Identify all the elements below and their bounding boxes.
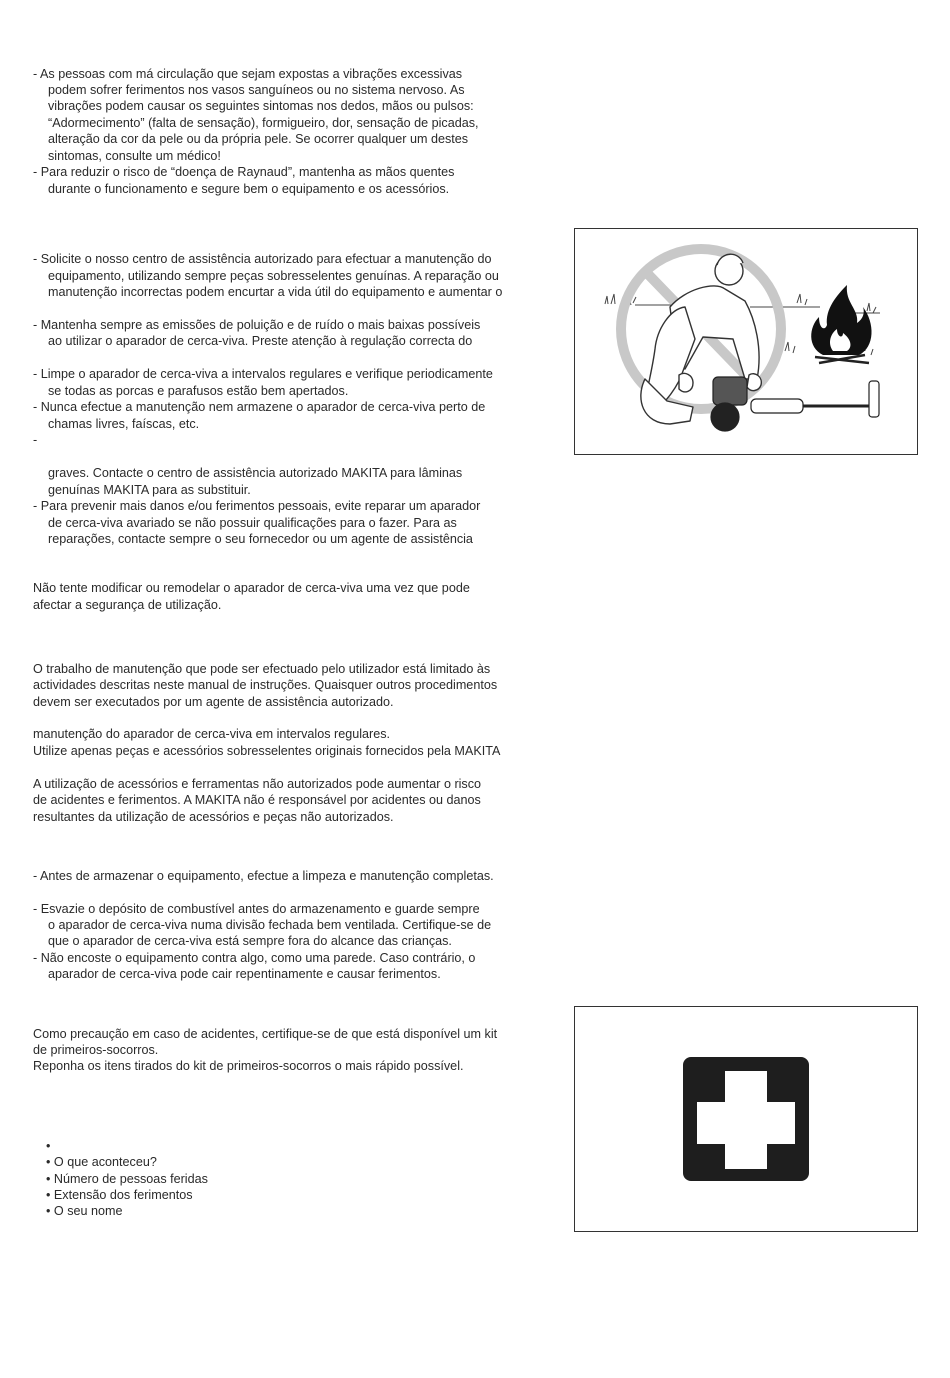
text-line: ao utilizar o aparador de cerca-viva. Preste atenção à regulação correcta do [48, 334, 473, 348]
list-item: • Número de pessoas feridas [46, 1172, 208, 1186]
text-line: durante o funcionamento e segure bem o equipamento e os acessórios. [48, 182, 450, 196]
text-line: - Antes de armazenar o equipamento, efectue a limpeza e manutenção completas. [33, 869, 494, 883]
text-line: que o aparador de cerca-viva está sempre fora do alcance das crianças. [48, 934, 452, 948]
first-aid-cross-icon [575, 1007, 917, 1231]
text-line: devem ser executados por um agente de assistência autorizado. [33, 695, 394, 709]
text-line: podem sofrer ferimentos nos vasos sanguíneos ou no sistema nervoso. As [48, 83, 465, 97]
list-item: • [46, 1139, 51, 1153]
text-line: chamas livres, faíscas, etc. [48, 417, 200, 431]
first-aid-frame [574, 1006, 918, 1232]
text-line: manutenção do aparador de cerca-viva em intervalos regulares. [33, 727, 391, 741]
text-line: se todas as porcas e parafusos estão bem apertados. [48, 384, 349, 398]
text-line: Como precaução em caso de acidentes, certifique-se de que está disponível um kit [33, 1027, 498, 1041]
text-line: equipamento, utilizando sempre peças sobresselentes genuínas. A reparação ou [48, 269, 499, 283]
text-line: Não tente modificar ou remodelar o aparador de cerca-viva uma vez que pode [33, 581, 470, 595]
text-line: graves. Contacte o centro de assistência autorizado MAKITA para lâminas [48, 466, 463, 480]
text-line: - Limpe o aparador de cerca-viva a intervalos regulares e verifique periodicamente [33, 367, 493, 381]
list-item: • O que aconteceu? [46, 1155, 157, 1169]
text-line: de acidentes e ferimentos. A MAKITA não é responsável por acidentes ou danos [33, 793, 481, 807]
text-line: - Nunca efectue a manutenção nem armazene o aparador de cerca-viva perto de [33, 400, 486, 414]
text-line: O trabalho de manutenção que pode ser efectuado pelo utilizador está limitado às [33, 662, 491, 676]
text-line: o aparador de cerca-viva numa divisão fechada bem ventilada. Certifique-se de [48, 918, 492, 932]
text-line: Reponha os itens tirados do kit de primeiros-socorros o mais rápido possível. [33, 1059, 464, 1073]
text-line: aparador de cerca-viva pode cair repentinamente e causar ferimentos. [48, 967, 441, 981]
text-line: actividades descritas neste manual de instruções. Quaisquer outros procedimentos [33, 678, 498, 692]
text-line: genuínas MAKITA para as substituir. [48, 483, 251, 497]
text-line: reparações, contacte sempre o seu fornecedor ou um agente de assistência [48, 532, 473, 546]
text-line: - As pessoas com má circulação que sejam expostas a vibrações excessivas [33, 67, 463, 81]
text-line: - Solicite o nosso centro de assistência autorizado para efectuar a manutenção do [33, 252, 492, 266]
text-line: Utilize apenas peças e acessórios sobresselentes originais fornecidos pela MAKITA [33, 744, 501, 758]
list-item: • O seu nome [46, 1204, 123, 1218]
list-item: • Extensão dos ferimentos [46, 1188, 193, 1202]
text-line: - Para reduzir o risco de “doença de Raynaud”, mantenha as mãos quentes [33, 165, 455, 179]
text-line: resultantes da utilização de acessórios e peças não autorizados. [33, 810, 394, 824]
text-line: manutenção incorrectas podem encurtar a vida útil do equipamento e aumentar o [48, 285, 503, 299]
text-line: de cerca-viva avariado se não possuir qualificações para o fazer. Para as [48, 516, 457, 530]
no-maintenance-near-fire-icon [575, 229, 917, 454]
text-line: - [33, 433, 38, 447]
text-line: A utilização de acessórios e ferramentas não autorizados pode aumentar o risco [33, 777, 482, 791]
text-line: “Adormecimento” (falta de sensação), formigueiro, dor, sensação de picadas, [48, 116, 479, 130]
text-line: sintomas, consulte um médico! [48, 149, 221, 163]
text-line: - Para prevenir mais danos e/ou ferimentos pessoais, evite reparar um aparador [33, 499, 481, 513]
text-line: alteração da cor da pele ou da própria pele. Se ocorrer qualquer um destes [48, 132, 469, 146]
maintenance-illustration-frame [574, 228, 918, 455]
text-line: vibrações podem causar os seguintes sintomas nos dedos, mãos ou pulsos: [48, 99, 474, 113]
text-line: - Mantenha sempre as emissões de poluição e de ruído o mais baixas possíveis [33, 318, 481, 332]
text-line: - Esvazie o depósito de combustível antes do armazenamento e guarde sempre [33, 902, 480, 916]
text-line: afectar a segurança de utilização. [33, 598, 222, 612]
text-line: de primeiros-socorros. [33, 1043, 159, 1057]
text-line: - Não encoste o equipamento contra algo, como uma parede. Caso contrário, o [33, 951, 476, 965]
